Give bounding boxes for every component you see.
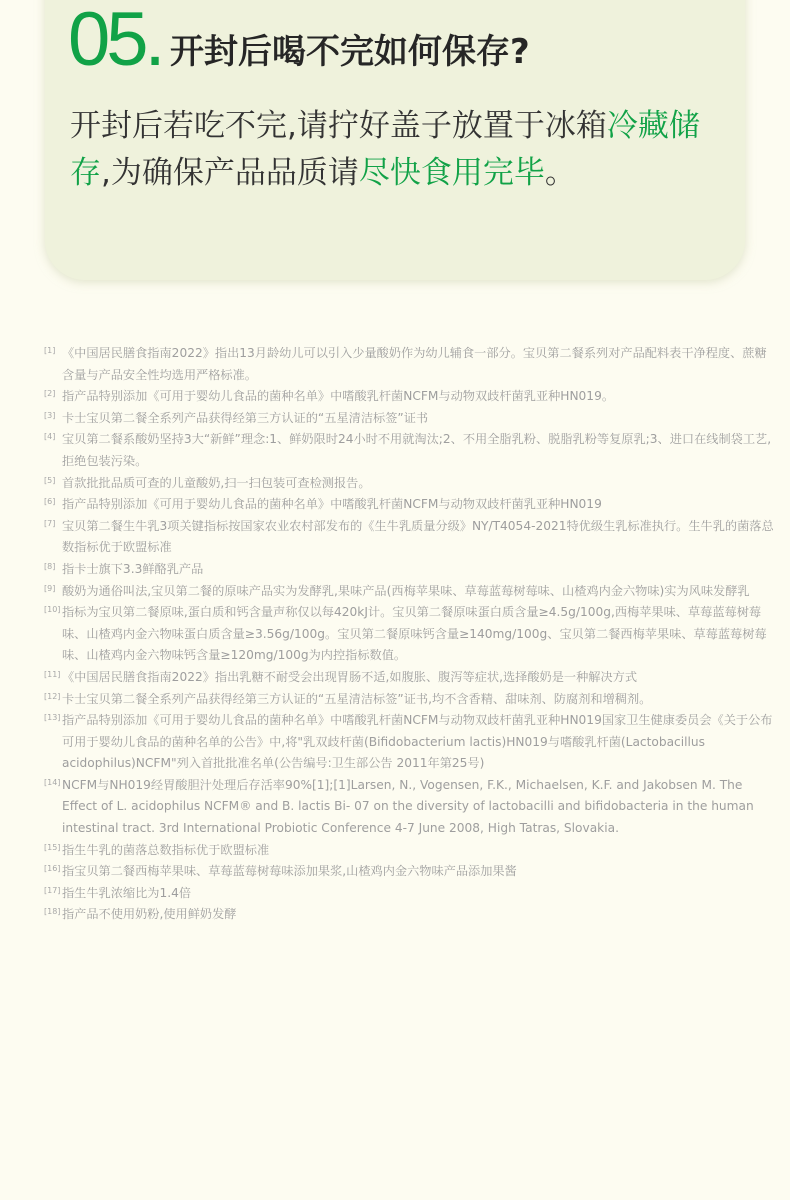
footnote-item [44,516,774,559]
footnote-text: 卡士宝贝第二餐全系列产品获得经第三方认证的“五星清洁标签”证书 [62,410,429,425]
footnote-number: [17] [44,885,61,895]
footnote-number: [1] [44,346,56,355]
answer-text [70,103,730,197]
answer-highlight-storage: 冷藏储存 [70,108,700,191]
footnote-number: [2] [44,389,56,399]
footnote-number: [13] [44,713,61,723]
footnote-item [44,689,774,711]
footnote-item [44,775,774,840]
question-title: 开封后喝不完如何保存? [170,32,530,72]
footnote-item [44,408,774,430]
footnote-number: [15] [44,842,61,852]
answer-text-part-1: 开封后若吃不完,请拧好盖子放置于冰箱 [70,108,607,144]
footnote-item [44,667,774,689]
answer-highlight-consume: 尽快食用完毕 [358,155,545,191]
footnote-text: 指产品特别添加《可用于婴幼儿食品的菌种名单》中嗜酸乳杆菌NCFM与动物双歧杆菌乳亚种HN019 [62,497,602,512]
question-number-dot: . [144,0,166,82]
footnote-number: [12] [44,691,61,701]
footnote-number: [14] [44,777,61,787]
footnote-text: 卡士宝贝第二餐全系列产品获得经第三方认证的“五星清洁标签”证书,均不含香精、甜味剂、防腐剂和增稠剂。 [62,691,652,706]
footnote-text: 《中国居民膳食指南2022》指出13月龄幼儿可以引入少量酸奶作为幼儿辅食一部分。宝贝第二餐系列对产品配料表干净程度、蔗糖含量与产品安全性均选用严格标准。 [62,346,767,382]
footnote-item [44,559,774,581]
footnote-item [44,904,774,926]
footnote-text: 指生牛乳浓缩比为1.4倍 [62,885,192,900]
answer-text-part-2: ,为确保产品品质请 [101,155,359,191]
footnote-text: 首款批批品质可查的儿童酸奶,扫一扫包装可查检测报告。 [62,475,371,490]
footnote-item [44,710,774,775]
question-number-digits: 05 [68,0,145,82]
footnote-text: 指产品不使用奶粉,使用鲜奶发酵 [62,907,237,922]
footnote-number: [18] [44,907,61,917]
footnote-number: [4] [44,432,56,442]
footnote-number: [16] [44,864,61,874]
footnote-item [44,840,774,862]
footnote-item [44,602,774,667]
footnote-text: 指产品特别添加《可用于婴幼儿食品的菌种名单》中嗜酸乳杆菌NCFM与动物双歧杆菌乳亚种HN019国家卫生健康委员会《关于公布可用于婴幼儿食品的菌种名单的公告》中,将"乳双歧杆菌(Bifidobacterium lactis)HN019与嗜酸乳杆菌(Lactobacillus acidophilus)NCFM"列入首批批准名单(公告编号:卫生部公告 2011年第25号) [62,713,773,771]
footnote-item [44,883,774,905]
footnote-item [44,494,774,516]
footnote-number: [6] [44,497,56,507]
footnotes-list [44,343,774,926]
footnote-item [44,861,774,883]
footnote-number: [3] [44,410,56,420]
footnote-item [44,473,774,495]
footnote-text: 指生牛乳的菌落总数指标优于欧盟标准 [62,842,270,857]
footnote-number: [9] [44,583,56,593]
footnote-item [44,581,774,603]
footnote-number: [8] [44,561,56,571]
question-number [68,0,166,82]
footnote-number: [11] [44,669,61,679]
footnote-text: 指标为宝贝第二餐原味,蛋白质和钙含量声称仅以每420kJ计。宝贝第二餐原味蛋白质含量≥4.5g/100g,西梅苹果味、草莓蓝莓树莓味、山楂鸡内金六物味蛋白质含量≥3.56g/100g。宝贝第二餐原味钙含量≥140mg/100g、宝贝第二餐西梅苹果味、草莓蓝莓树莓味、山楂鸡内金六物味钙含量≥120mg/100g为内控指标数值。 [62,605,767,663]
footnote-number: [10] [44,605,61,615]
footnote-text: 指宝贝第二餐西梅苹果味、草莓蓝莓树莓味添加果浆,山楂鸡内金六物味产品添加果酱 [62,864,517,879]
footnote-item [44,343,774,386]
footnote-item [44,386,774,408]
answer-text-part-3: 。 [544,155,576,191]
footnote-number: [5] [44,475,56,485]
footnote-number: [7] [44,518,56,528]
footnote-text: NCFM与NH019经胃酸胆汁处理后存活率90%[1];[1]Larsen, N., Vogensen, F.K., Michaelsen, K.F. and Jakobsen M. The Effect of L. acidophilus NCFM® and B. lactis Bi- 07 on the diversity of lactobacilli and bifidobacteria in the human intestinal tract. 3rd International Probiotic Conference 4-7 June 2008, High Tatras, Slovakia. [62,777,754,836]
footnote-text: 指产品特别添加《可用于婴幼儿食品的菌种名单》中嗜酸乳杆菌NCFM与动物双歧杆菌乳亚种HN019。 [62,389,615,404]
footnote-item [44,429,774,472]
footnote-text: 宝贝第二餐生牛乳3项关键指标按国家农业农村部发布的《生牛乳质量分级》NY/T4054-2021特优级生乳标准执行。生牛乳的菌落总数指标优于欧盟标准 [62,518,774,555]
footnote-text: 指卡士旗下3.3鲜酪乳产品 [62,561,204,576]
footnote-text: 酸奶为通俗叫法,宝贝第二餐的原味产品实为发酵乳,果味产品(西梅苹果味、草莓蓝莓树莓味、山楂鸡内金六物味)实为风味发酵乳 [62,583,750,598]
footnote-text: 《中国居民膳食指南2022》指出乳糖不耐受会出现胃肠不适,如腹胀、腹泻等症状,选择酸奶是一种解决方式 [62,669,638,684]
footnote-text: 宝贝第二餐系酸奶坚持3大“新鲜”理念:1、鲜奶限时24小时不用就淘汰;2、不用全脂乳粉、脱脂乳粉等复原乳;3、进口在线制袋工艺,拒绝包装污染。 [62,432,772,468]
